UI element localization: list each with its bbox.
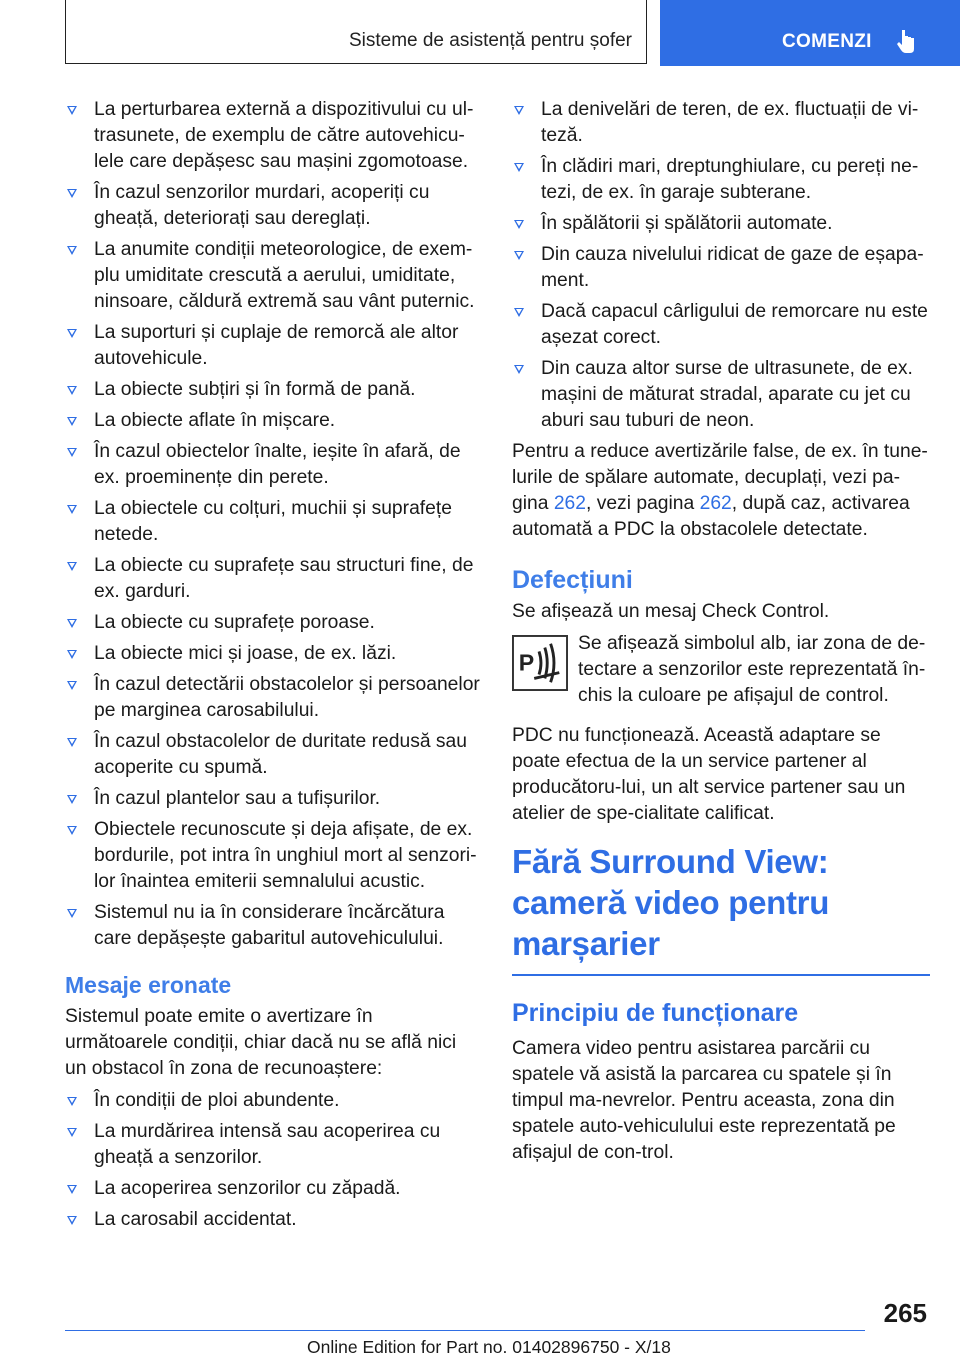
list-item: La obiecte subțiri și în formă de pană. bbox=[65, 377, 480, 403]
reduce-warnings-paragraph: Pentru a reduce avertizările false, de ex. în tune-lurile de spălare automate, decuplați, vezi pa-gina 262, vezi pagina 262, după caz, activarea automată a PDC la obstacolele detectate. bbox=[512, 441, 928, 540]
triangle-bullet-icon bbox=[514, 365, 524, 374]
page-link[interactable]: 262 bbox=[699, 493, 732, 514]
pdc-failure-icon bbox=[512, 635, 568, 691]
triangle-bullet-icon bbox=[67, 562, 77, 571]
pdc-failure-note bbox=[512, 631, 930, 709]
section-title: Sisteme de asistență pentru șofer bbox=[348, 30, 632, 51]
list-item: La perturbarea externă a dispozitivului cu ul-trasunete, de exemplu de către autovehicu-lele care depășesc sau mașini zgomotoase. bbox=[65, 97, 480, 175]
list-item: În condiții de ploi abundente. bbox=[65, 1088, 480, 1114]
list-item: La obiecte cu suprafețe poroase. bbox=[65, 610, 480, 636]
list-item: La anumite condiții meteorologice, de exem-plu umiditate crescută a aerului, umiditate, ninsoare, căldură extremă sau vânt puternic. bbox=[65, 237, 480, 315]
pointing-hand-icon bbox=[894, 27, 922, 55]
principiu-text: Camera video pentru asistarea parcării cu spatele vă asistă la parcarea cu spatele și în timpul ma-nevrelor. Pentru aceasta, zona din spatele auto-vehiculului este reprezentată pe afișajul de con-trol. bbox=[512, 1038, 896, 1163]
footer-divider bbox=[65, 1330, 865, 1331]
list-item: La murdărirea intensă sau acoperirea cu gheață a senzorilor. bbox=[65, 1119, 480, 1171]
mesaje-eronate-text: Sistemul poate emite o avertizare în următoarele condiții, chiar dacă nu se află nici un obstacol în zona de recunoaștere: bbox=[65, 1006, 457, 1079]
page-number: 265 bbox=[883, 1298, 927, 1328]
defectiuni-text: Se afișează un mesaj Check Control. bbox=[512, 601, 830, 622]
triangle-bullet-icon bbox=[67, 106, 77, 115]
right-column bbox=[512, 97, 930, 1172]
left-column bbox=[65, 97, 480, 1238]
page-header bbox=[0, 0, 960, 66]
triangle-bullet-icon bbox=[67, 246, 77, 255]
triangle-bullet-icon bbox=[67, 329, 77, 338]
triangle-bullet-icon bbox=[67, 681, 77, 690]
triangle-bullet-icon bbox=[514, 220, 524, 229]
mesaje-eronate-heading: Mesaje eronate bbox=[65, 972, 232, 998]
triangle-bullet-icon bbox=[67, 738, 77, 747]
list-item: La acoperirea senzorilor cu zăpadă. bbox=[65, 1176, 480, 1202]
list-item: În spălătorii și spălătorii automate. bbox=[512, 211, 930, 237]
list-item: Dacă capacul cârligului de remorcare nu este așezat corect. bbox=[512, 299, 930, 351]
triangle-bullet-icon bbox=[67, 650, 77, 659]
list-item: În cazul plantelor sau a tufișurilor. bbox=[65, 786, 480, 812]
triangle-bullet-icon bbox=[67, 505, 77, 514]
list-item: În cazul senzorilor murdari, acoperiți cu gheață, deteriorați sau dereglați. bbox=[65, 180, 480, 232]
false-warning-list bbox=[65, 1088, 480, 1233]
triangle-bullet-icon bbox=[67, 826, 77, 835]
list-item: La obiectele cu colțuri, muchii și suprafețe netede. bbox=[65, 496, 480, 548]
defectiuni-heading: Defecțiuni bbox=[512, 566, 633, 594]
chapter-tab[interactable] bbox=[660, 0, 960, 66]
triangle-bullet-icon bbox=[67, 1097, 77, 1106]
list-item: La obiecte cu suprafețe sau structuri fine, de ex. garduri. bbox=[65, 553, 480, 605]
list-item: În cazul obiectelor înalte, ieșite în afară, de ex. proeminențe din perete. bbox=[65, 439, 480, 491]
chapter-tab-label: COMENZI bbox=[782, 31, 872, 52]
triangle-bullet-icon bbox=[67, 795, 77, 804]
list-item: Obiectele recunoscute și deja afișate, de ex. bordurile, pot intra în unghiul mort al senzori-lor înaintea emiterii semnalului acustic. bbox=[65, 817, 480, 895]
edition-text: Online Edition for Part no. 01402896750 - X/18 bbox=[307, 1337, 671, 1357]
pdc-not-working-text: PDC nu funcționează. Această adaptare se poate efectua de la un service partener al producătoru-lui, un alt service partener sau un atelier de spe-cialitate calificat. bbox=[512, 725, 906, 824]
triangle-bullet-icon bbox=[514, 163, 524, 172]
triangle-bullet-icon bbox=[67, 448, 77, 457]
principiu-heading: Principiu de funcționare bbox=[512, 999, 799, 1027]
svg-text:P: P bbox=[518, 649, 535, 676]
triangle-bullet-icon bbox=[67, 909, 77, 918]
triangle-bullet-icon bbox=[67, 619, 77, 628]
triangle-bullet-icon bbox=[514, 251, 524, 260]
list-item: La obiecte mici și joase, de ex. lăzi. bbox=[65, 641, 480, 667]
interference-list bbox=[65, 97, 480, 952]
section-title-box bbox=[65, 0, 647, 64]
list-item: În clădiri mari, dreptunghiulare, cu pereți ne-tezi, de ex. în garaje subterane. bbox=[512, 154, 930, 206]
triangle-bullet-icon bbox=[67, 417, 77, 426]
triangle-bullet-icon bbox=[67, 386, 77, 395]
interference-list-continued bbox=[512, 97, 930, 434]
list-item: Sistemul nu ia în considerare încărcătura care depășește gabaritul autovehiculului. bbox=[65, 900, 480, 952]
triangle-bullet-icon bbox=[67, 1216, 77, 1225]
page-link[interactable]: 262 bbox=[553, 493, 586, 514]
list-item: În cazul detectării obstacolelor și persoanelor pe marginea carosabilului. bbox=[65, 672, 480, 724]
pdc-icon-description: Se afișează simbolul alb, iar zona de de-tectare a senzorilor este reprezentată în-chis la culoare pe afișajul de control. bbox=[578, 633, 926, 706]
list-item: Din cauza nivelului ridicat de gaze de eșapa-ment. bbox=[512, 242, 930, 294]
list-item: La suporturi și cuplaje de remorcă ale altor autovehicule. bbox=[65, 320, 480, 372]
list-item: La carosabil accidentat. bbox=[65, 1207, 480, 1233]
triangle-bullet-icon bbox=[67, 189, 77, 198]
triangle-bullet-icon bbox=[67, 1185, 77, 1194]
rear-camera-chapter-title: Fără Surround View: cameră video pentru marșarier bbox=[512, 841, 930, 976]
triangle-bullet-icon bbox=[67, 1128, 77, 1137]
list-item: Din cauza altor surse de ultrasunete, de ex. mașini de măturat stradal, aparate cu jet cu aburi sau tuburi de neon. bbox=[512, 356, 930, 434]
list-item: La obiecte aflate în mișcare. bbox=[65, 408, 480, 434]
triangle-bullet-icon bbox=[514, 308, 524, 317]
list-item: În cazul obstacolelor de duritate redusă sau acoperite cu spumă. bbox=[65, 729, 480, 781]
list-item: La denivelări de teren, de ex. fluctuații de vi-teză. bbox=[512, 97, 930, 149]
triangle-bullet-icon bbox=[514, 106, 524, 115]
